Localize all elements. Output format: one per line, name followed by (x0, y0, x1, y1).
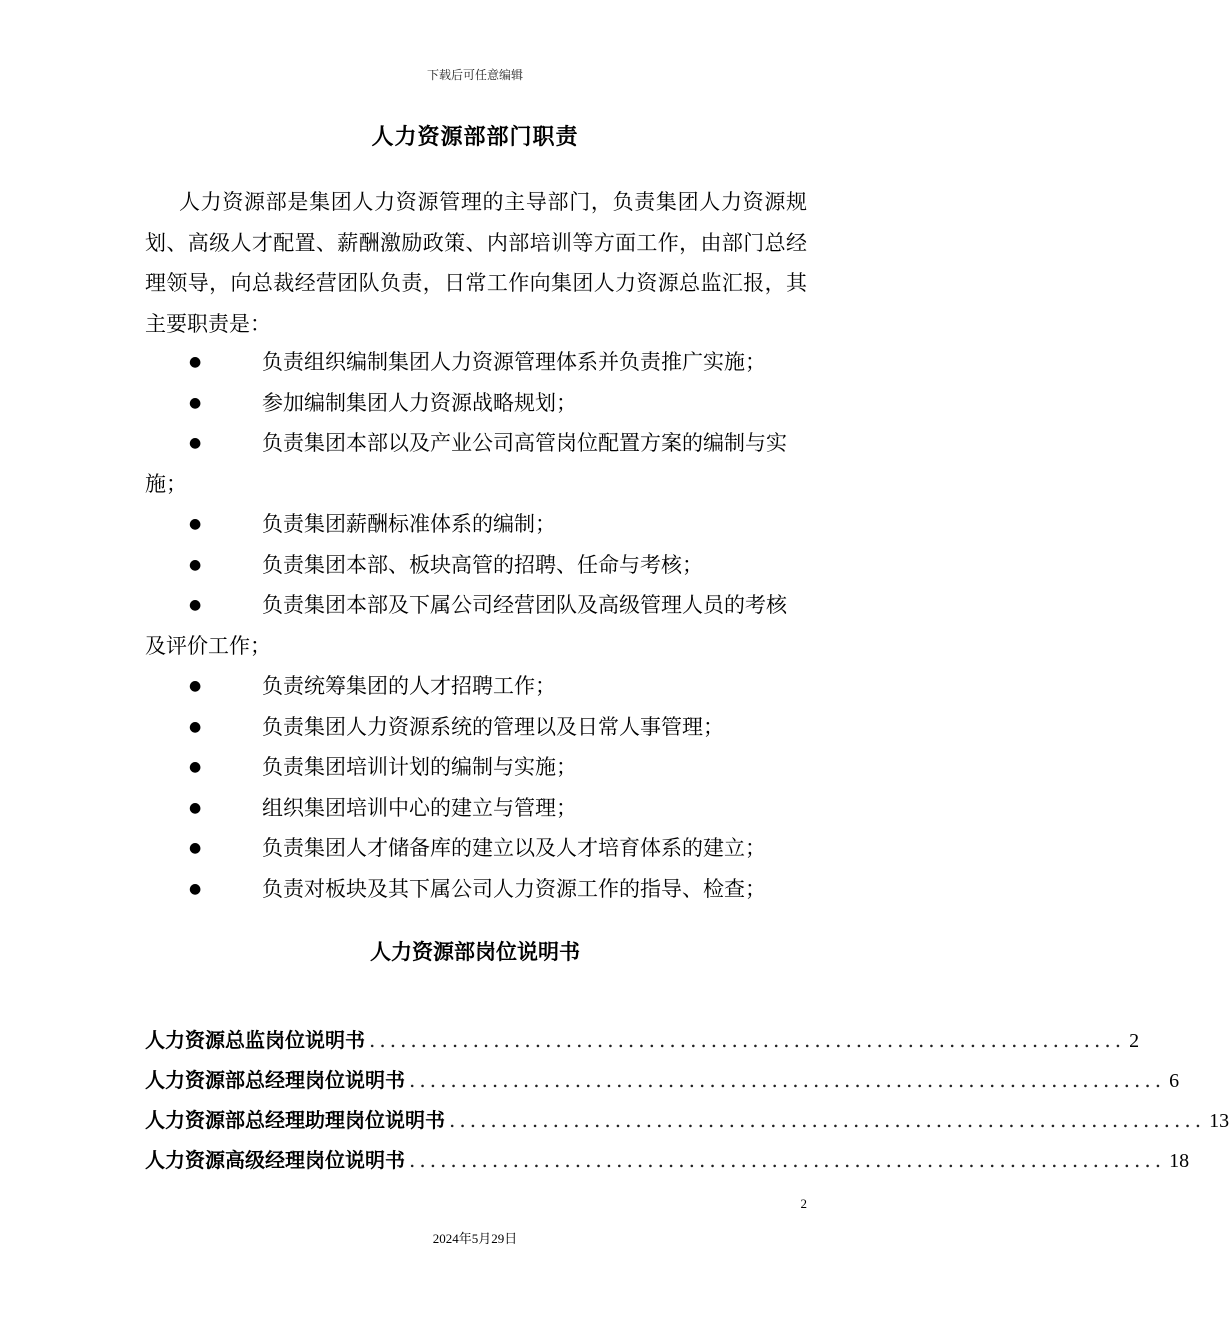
list-item (145, 383, 807, 424)
toc-entry-title: 人力资源部总经理助理岗位说明书 (145, 1108, 445, 1132)
toc-entry[interactable] (145, 1140, 1190, 1180)
duty-text: 负责集团本部以及产业公司高管岗位配置方案的编制与实施； (145, 431, 787, 496)
toc-entry[interactable] (145, 1100, 1229, 1140)
bullet-icon: ● (189, 394, 202, 411)
duty-text: 组织集团培训中心的建立与管理； (262, 795, 577, 820)
toc-entry-page: 6 (1169, 1070, 1180, 1092)
toc-entry-page: 13 (1209, 1110, 1229, 1132)
bullet-icon: ● (189, 516, 202, 532)
list-item (145, 828, 807, 869)
toc-entry[interactable] (145, 1020, 1140, 1060)
toc-leader: ......................................................................... (449, 1108, 1206, 1132)
toc-entry-title: 人力资源总监岗位说明书 (145, 1028, 365, 1052)
duty-text: 负责集团培训计划的编制与实施； (262, 755, 577, 779)
list-item (145, 585, 807, 666)
section-subtitle: 人力资源部岗位说明书 (370, 940, 580, 964)
footer-date: 2024年5月29日 (432, 1231, 518, 1246)
toc-entry[interactable] (145, 1060, 1180, 1100)
intro-paragraph: 人力资源部是集团人力资源管理的主导部门，负责集团人力资源规划、高级人才配置、薪酬激励政策、内部培训等方面工作，由部门总经理领导，向总裁经营团队负责，日常工作向集团人力资源总监汇报，其主要职责是： (145, 190, 807, 336)
list-item (145, 504, 807, 545)
toc-entry-title: 人力资源高级经理岗位说明书 (145, 1148, 405, 1172)
bullet-icon: ● (189, 354, 202, 370)
toc-entry-page: 2 (1129, 1030, 1140, 1052)
duty-text: 负责集团人才储备库的建立以及人才培育体系的建立； (262, 836, 766, 860)
bullet-icon: ● (189, 880, 202, 897)
toc-leader: ......................................................................... (369, 1028, 1126, 1052)
list-item (145, 788, 807, 829)
list-item (145, 545, 807, 586)
duty-text: 负责集团本部、板块高管的招聘、任命与考核； (262, 552, 703, 577)
duty-text: 负责集团薪酬标准体系的编制； (262, 512, 556, 536)
bullet-icon: ● (189, 435, 202, 451)
duty-text: 负责集团人力资源系统的管理以及日常人事管理； (262, 714, 724, 739)
bullet-icon: ● (189, 678, 202, 694)
duty-text: 负责组织编制集团人力资源管理体系并负责推广实施； (262, 350, 766, 374)
bullet-icon: ● (189, 840, 202, 856)
toc-entry-title: 人力资源部总经理岗位说明书 (145, 1068, 405, 1092)
list-item (145, 342, 807, 383)
list-item (145, 423, 807, 504)
bullet-icon: ● (189, 556, 202, 573)
bullet-icon: ● (189, 597, 202, 613)
bullet-icon: ● (189, 759, 202, 775)
list-item (145, 666, 807, 707)
bullet-icon: ● (189, 799, 202, 816)
duties-list (145, 342, 807, 909)
duty-text: 参加编制集团人力资源战略规划； (262, 390, 577, 415)
toc-leader: ......................................................................... (409, 1068, 1166, 1092)
toc-leader: ......................................................................... (409, 1148, 1166, 1172)
duty-text: 负责统筹集团的人才招聘工作； (262, 674, 556, 698)
duty-text: 负责集团本部及下属公司经营团队及高级管理人员的考核及评价工作； (145, 593, 787, 658)
list-item (145, 747, 807, 788)
toc-entry-page: 18 (1169, 1150, 1190, 1172)
header-note: 下载后可任意编辑 (426, 68, 523, 82)
page-title: 人力资源部部门职责 (371, 125, 579, 150)
duty-text: 负责对板块及其下属公司人力资源工作的指导、检查； (262, 876, 766, 901)
list-item (145, 869, 807, 910)
bullet-icon: ● (189, 718, 202, 735)
list-item (145, 707, 807, 748)
table-of-contents (145, 1020, 1229, 1180)
page-number: 2 (800, 1196, 807, 1211)
